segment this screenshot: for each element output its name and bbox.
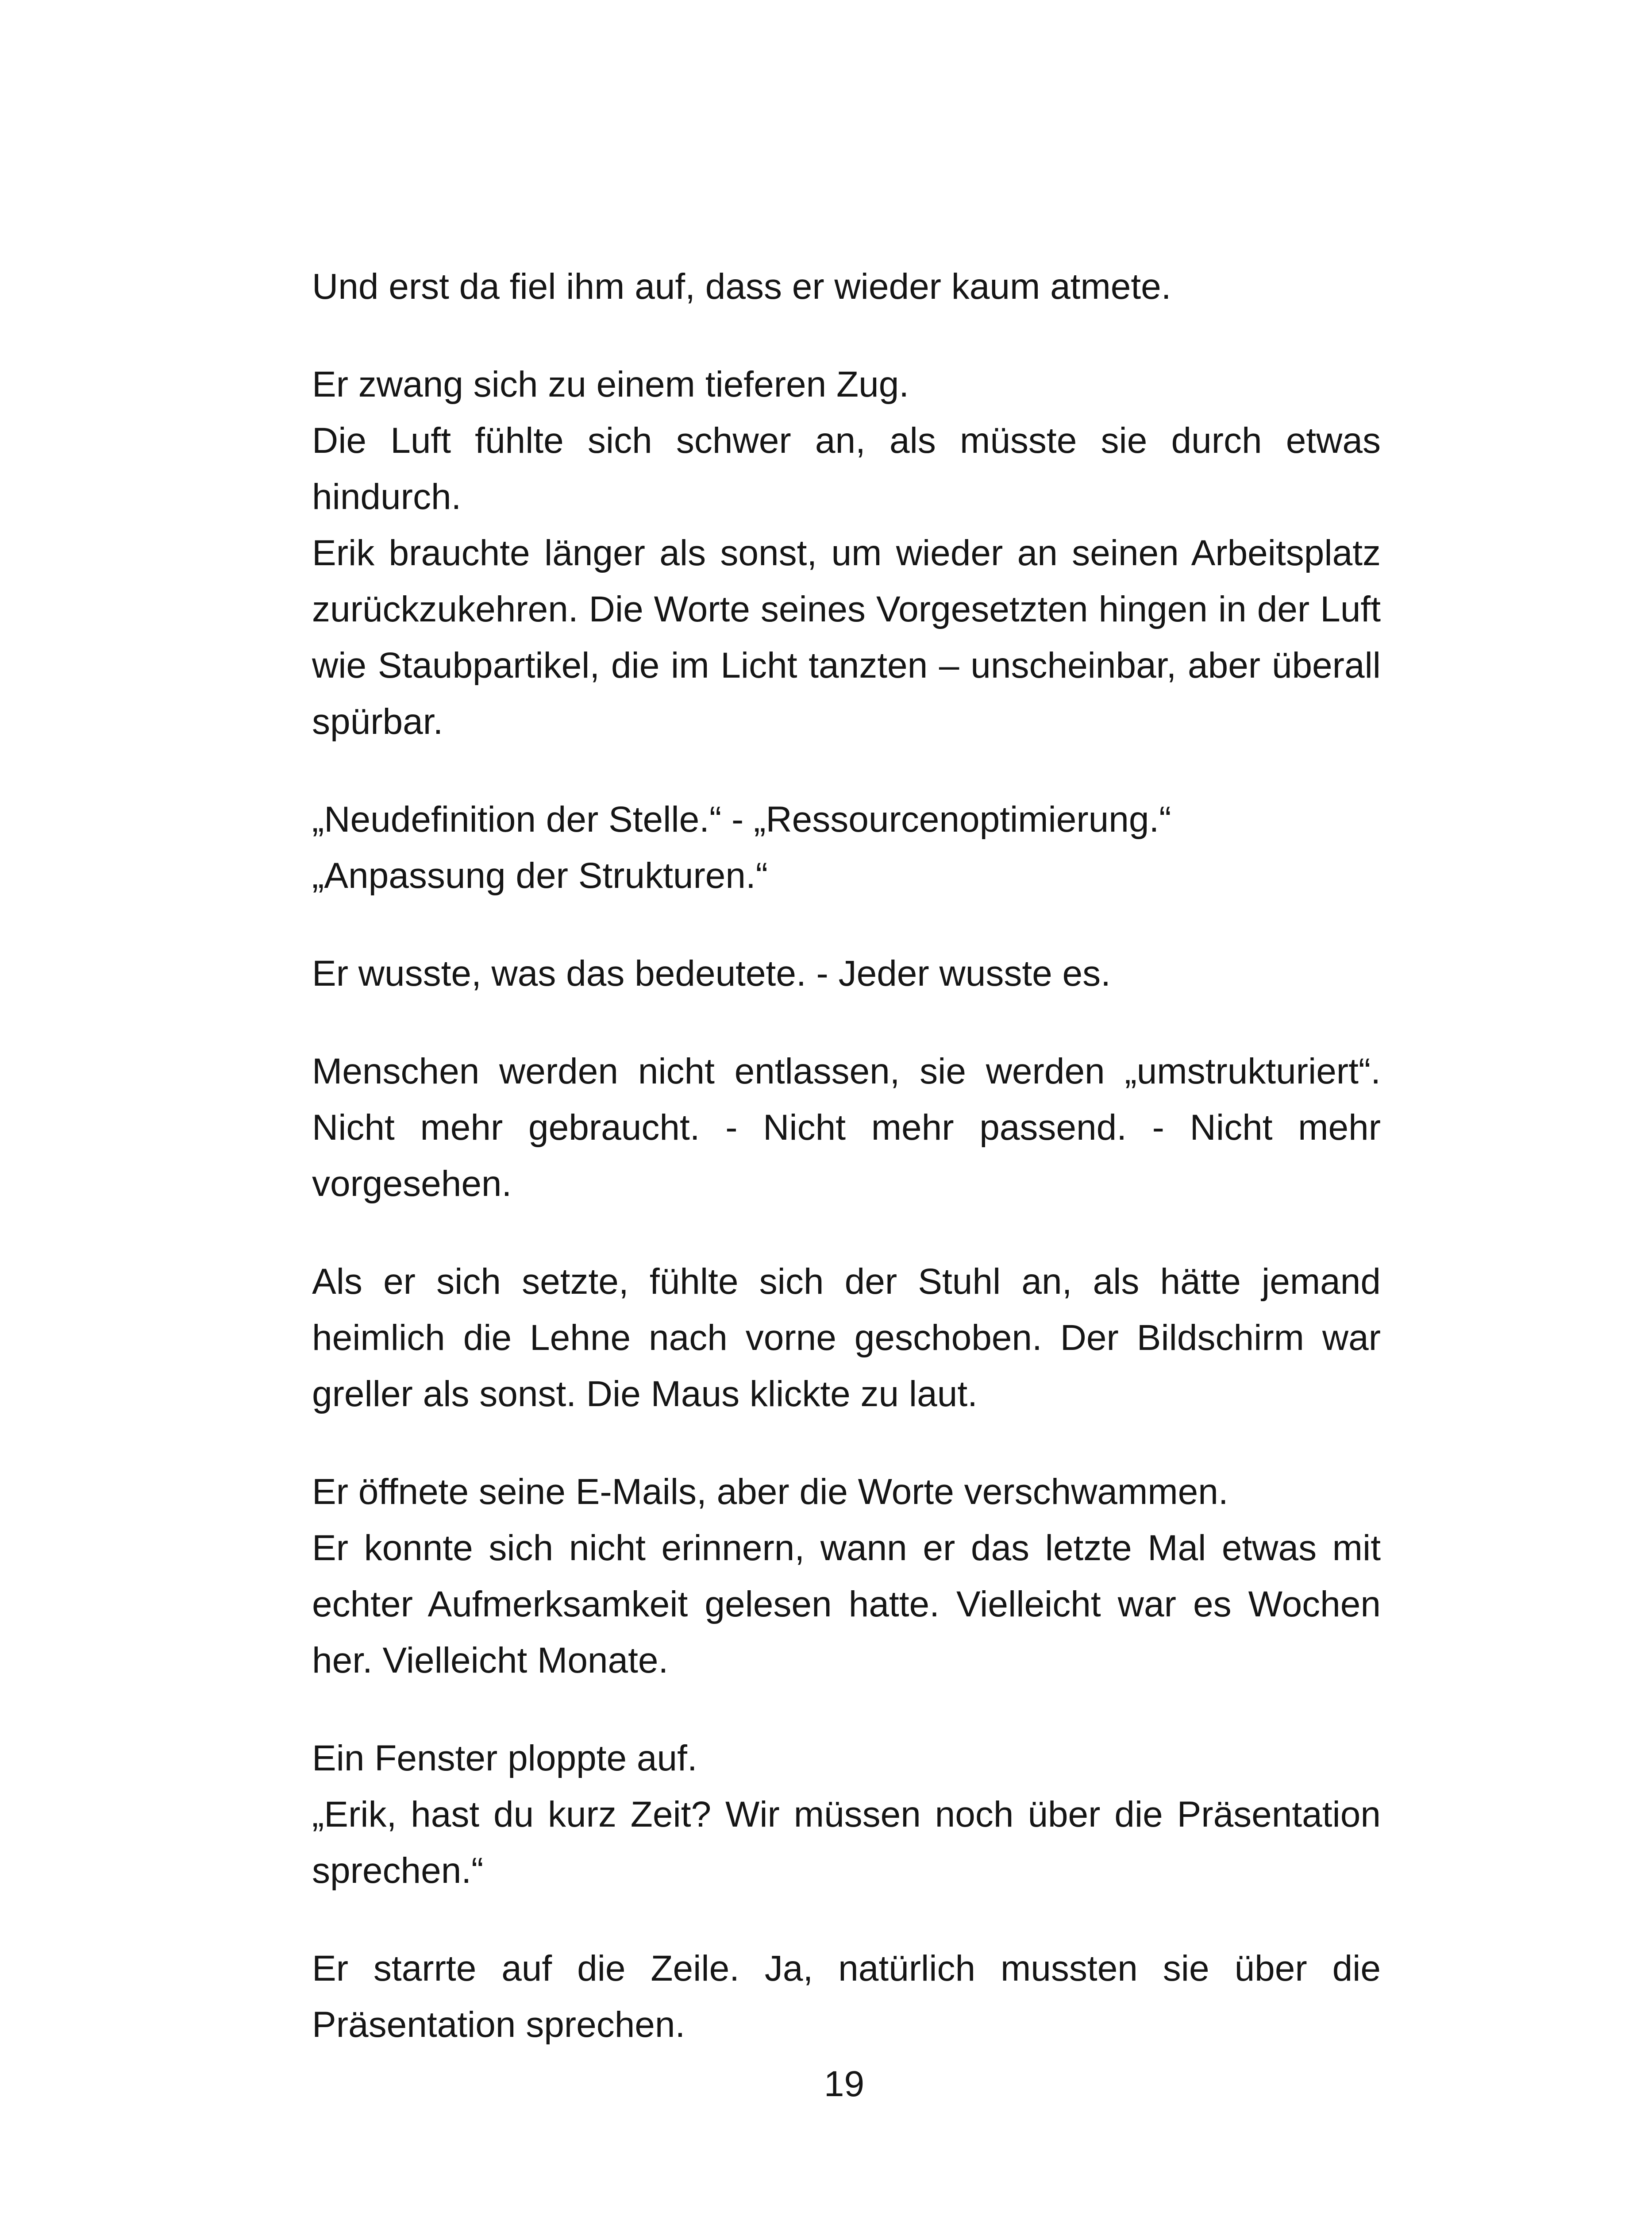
paragraph [312, 1464, 1381, 1689]
paragraph [312, 791, 1381, 904]
paragraph [312, 1730, 1381, 1899]
text-line: Er öffnete seine E-Mails, aber die Worte verschwammen. [312, 1472, 1228, 1512]
text-line: Er starrte auf die Zeile. Ja, natürlich mussten sie über die Präsentation sprechen. [312, 1948, 1381, 2045]
text-line: „Anpassung der Strukturen.“ [312, 856, 768, 896]
text-line: Die Luft fühlte sich schwer an, als müsste sie durch etwas hindurch. [312, 420, 1381, 517]
text-line: „Erik, hast du kurz Zeit? Wir müssen noch über die Präsentation sprechen.“ [312, 1794, 1381, 1891]
paragraph [312, 1043, 1381, 1212]
paragraph [312, 1940, 1381, 2053]
body-text [312, 258, 1381, 2094]
text-line: Als er sich setzte, fühlte sich der Stuhl an, als hätte jemand heimlich die Lehne nach vorne geschoben. Der Bildschirm war greller als sonst. Die Maus klickte zu laut. [312, 1261, 1381, 1414]
text-line: Er konnte sich nicht erinnern, wann er das letzte Mal etwas mit echter Aufmerksamkeit gelesen hatte. Vielleicht war es Wochen her. Vielleicht Monate. [312, 1528, 1381, 1681]
text-line: Ein Fenster ploppte auf. [312, 1738, 697, 1778]
text-line: Menschen werden nicht entlassen, sie werden „umstrukturiert“. Nicht mehr gebraucht. - Nicht mehr passend. - Nicht mehr vorgesehen. [312, 1051, 1381, 1204]
paragraph [312, 1253, 1381, 1422]
paragraph [312, 356, 1381, 750]
text-line: „Neudefinition der Stelle.“ - „Ressourcenoptimierung.“ [312, 799, 1171, 840]
text-line: Erik brauchte länger als sonst, um wieder an seinen Arbeitsplatz zurückzukehren. Die Worte seines Vorgesetzten hingen in der Luft wie Staubpartikel, die im Licht tanzten – unscheinbar, aber überall spürbar. [312, 533, 1381, 742]
paragraph [312, 258, 1381, 315]
text-line: Er zwang sich zu einem tieferen Zug. [312, 364, 909, 405]
page-number: 19 [824, 2064, 865, 2104]
text-line: Er wusste, was das bedeutete. - Jeder wusste es. [312, 953, 1111, 994]
text-line: Und erst da fiel ihm auf, dass er wieder kaum atmete. [312, 266, 1171, 307]
paragraph [312, 945, 1381, 1002]
